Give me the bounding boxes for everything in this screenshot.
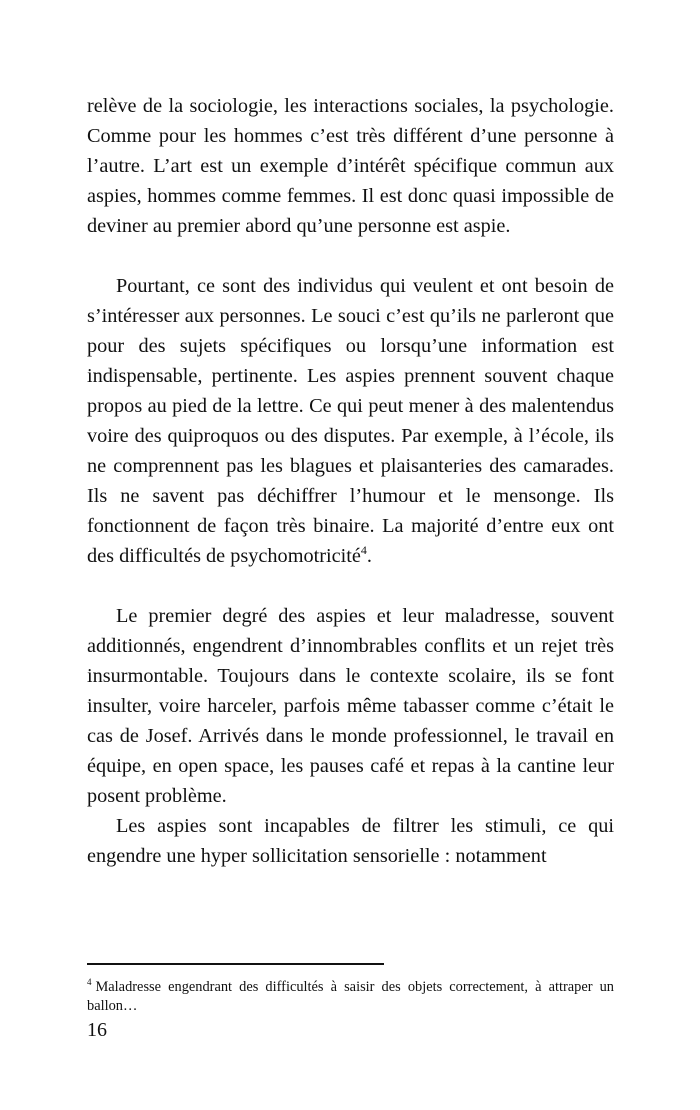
page-body: [87, 91, 614, 871]
footnote-text: Maladresse engendrant des difficultés à saisir des objets correctement, à attraper un ballon…: [87, 979, 614, 1014]
paragraph-1: relève de la sociologie, les interactions sociales, la psychologie. Comme pour les hommes c’est très différent d’une personne à l’autre. L’art est un exemple d’intérêt spécifique commun aux aspies, hommes comme femmes. Il est donc quasi impossible de deviner au premier abord qu’une personne est aspie.: [87, 95, 614, 237]
paragraph-4: Les aspies sont incapables de filtrer les stimuli, ce qui engendre une hyper sollicitation sensorielle : notamment: [87, 815, 614, 867]
paragraph-2-text: Pourtant, ce sont des individus qui veulent et ont besoin de s’intéresser aux personnes. Le souci c’est qu’ils ne parleront que pour des sujets spécifiques ou lorsqu’une information est indispensable, pertinente. Les aspies prennent souvent chaque propos au pied de la lettre. Ce qui peut mener à des malentendus voire des quiproquos ou des disputes. Par exemple, à l’école, ils ne comprennent pas les blagues et plaisanteries des camarades. Ils ne savent pas déchiffrer l’humour et le mensonge. Ils fonctionnent de façon très binaire. La majorité d’entre eux ont des difficultés de psychomotricité: [87, 275, 614, 567]
page-number: 16: [87, 1019, 107, 1041]
paragraph-2-end: .: [366, 545, 372, 567]
footnote: [87, 978, 614, 1016]
footnote-number: 4: [87, 977, 92, 988]
footnote-separator: [87, 963, 384, 965]
paragraph-3: Le premier degré des aspies et leur maladresse, souvent additionnés, engendrent d’innombrables conflits et un rejet très insurmontable. Toujours dans le contexte scolaire, ils se font insulter, voire harceler, parfois même tabasser comme c’était le cas de Josef. Arrivés dans le monde professionnel, le travail en équipe, en open space, les pauses café et repas à la cantine leur posent problème.: [87, 605, 614, 807]
footnote-reference[interactable]: 4: [360, 543, 367, 558]
paragraph-2: [87, 271, 614, 571]
